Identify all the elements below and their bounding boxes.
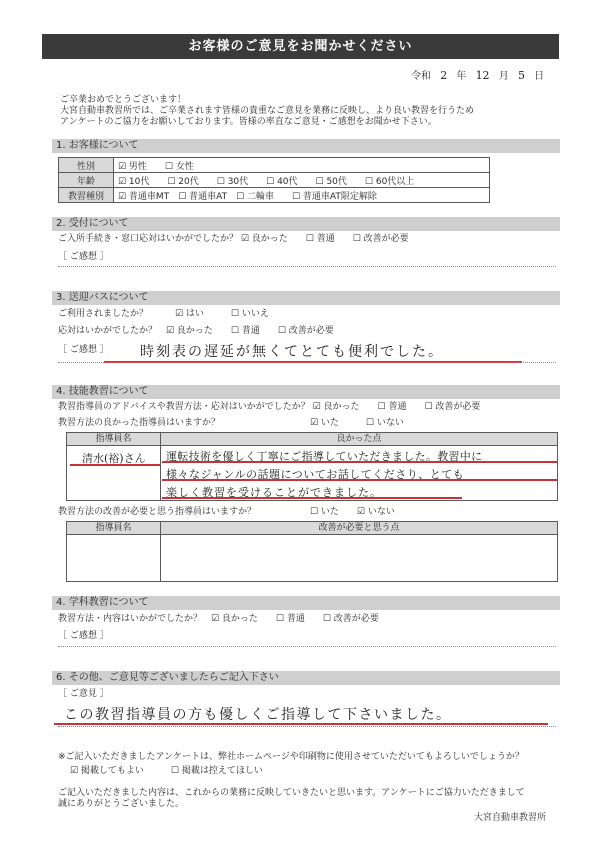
page-title: お客様のご意見をお聞かせください [42, 34, 559, 59]
bus-service-question[interactable]: 応対はいかがでしたか？ ☑ 良かった ☐ 普通 ☐ 改善が必要 [58, 326, 334, 336]
section-3-header: 3. 送迎バスについて [52, 291, 560, 305]
improve-points-cell [160, 534, 558, 582]
col-good-points: 良かった点 [160, 432, 558, 446]
date-day-value: 5 [517, 69, 525, 82]
good-points-line-2: 様々なジャンルの話題についてお話してくださり、とても [166, 468, 465, 481]
good-points-underline-1 [162, 461, 558, 463]
good-points-underline-3 [162, 497, 462, 499]
good-points-line-1: 運転技術を優しく丁寧にご指導していただきました。教習中に [166, 450, 483, 463]
opinion-comment-line [58, 726, 556, 727]
date [411, 70, 544, 82]
course-type-label: 教習種別 [59, 188, 114, 203]
gender-options[interactable]: ☑ 男性 ☐ 女性 [114, 158, 490, 173]
date-day-unit: 日 [534, 71, 545, 82]
classroom-comment-label: ［ ご感想 ］ [58, 631, 109, 641]
opinion-comment-underline [54, 723, 548, 725]
reception-comment-line [58, 266, 556, 267]
reception-comment-label: ［ ご感想 ］ [58, 252, 109, 262]
bus-usage-question[interactable]: ご利用されましたか？ ☑ はい ☐ いいえ [58, 309, 269, 319]
improve-instructor-question[interactable]: 教習方法の改善が必要と思う指導員はいますか？ ☐ いた ☑ いない [58, 507, 395, 517]
publication-consent-note: ※ご記入いただきましたアンケートは、弊社ホームページや印刷物に使用させていただいてもよろしいでしょうか？ [58, 752, 524, 762]
age-options[interactable]: ☑ 10代 ☐ 20代 ☐ 30代 ☐ 40代 ☐ 50代 ☐ 60代以上 [114, 173, 490, 188]
classroom-comment-line [58, 646, 556, 647]
closing-line-1: ご記入いただきました内容は、これからの業務に反映していきたいと思います。アンケートにご協力いただきまして [58, 788, 525, 798]
age-label: 年齢 [59, 173, 114, 188]
good-points-underline-2 [162, 479, 558, 481]
course-type-options[interactable]: ☑ 普通車MT ☐ 普通車AT ☐ 二輪車 ☐ 普通車AT限定解除 [114, 188, 490, 203]
section-1-header: 1. お客様について [52, 139, 560, 153]
opinion-comment-label: ［ ご意見 ］ [58, 689, 109, 699]
age-row [59, 173, 490, 188]
good-points-line-3: 楽しく教習を受けることができました。 [166, 486, 382, 499]
date-month-unit: 月 [498, 71, 509, 82]
closing-line-2: 誠にありがとうございました。 [58, 799, 185, 809]
instructor-name-underline [70, 464, 160, 466]
intro-line-3: アンケートのご協力をお願いしております。皆様の率直なご意見・ご感想をお聞かせ下さい。 [60, 117, 437, 127]
bus-comment-handwritten: 時刻表の遅延が無くてとても便利でした。 [140, 344, 444, 360]
classroom-question[interactable]: 教習方法・内容はいかがでしたか？ ☑ 良かった ☐ 普通 ☐ 改善が必要 [58, 614, 379, 624]
date-year-value: 2 [440, 69, 448, 82]
publication-consent-options[interactable]: ☑ 掲載してもよい ☐ 掲載は控えてほしい [70, 766, 263, 776]
bus-comment-line [58, 362, 556, 363]
good-instructor-question[interactable]: 教習方法の良かった指導員はいますか？ ☑ いた ☐ いない [58, 418, 404, 428]
date-month-value: 12 [475, 69, 490, 82]
date-era: 令和 [411, 71, 431, 82]
improve-instructor-cell [66, 534, 161, 582]
col-improve-points: 改善が必要と思う点 [160, 521, 558, 535]
reception-question[interactable]: ご入所手続き・窓口応対はいかがでしたか？ ☑ 良かった ☐ 普通 ☐ 改善が必要 [58, 234, 409, 244]
intro-line-1: ご卒業おめでとうございます！ [60, 95, 187, 105]
gender-row [59, 158, 490, 173]
course-type-row [59, 188, 490, 203]
driving-advice-question[interactable]: 教習指導員のアドバイスや教習方法・応対はいかがでしたか？ ☑ 良かった ☐ 普通 ☐ 改善が必要 [58, 402, 481, 412]
date-year-unit: 年 [456, 71, 467, 82]
section-2-header: 2. 受付について [52, 217, 560, 231]
section-5-header: 4. 学科教習について [52, 596, 560, 610]
customer-info-table [58, 157, 490, 203]
opinion-comment-handwritten: この教習指導員の方も優しくご指導して下さいました。 [64, 707, 452, 723]
school-signature: 大宮自動車教習所 [474, 813, 547, 823]
instructor-name-handwritten: 清水(裕)さん [82, 452, 146, 465]
col-instructor-name: 指導員名 [66, 432, 161, 446]
col-improve-instructor-name: 指導員名 [66, 521, 161, 535]
intro-line-2: 大宮自動車教習所では、ご卒業されます皆様の貴重なご意見を業務に反映し、より良い教習を行うため [60, 106, 475, 116]
bus-comment-label: ［ ご感想 ］ [58, 345, 109, 355]
section-6-header: 6. その他、ご意見等ございましたらご記入下さい [52, 671, 560, 685]
gender-label: 性別 [59, 158, 114, 173]
section-4-header: 4. 技能教習について [52, 385, 560, 399]
